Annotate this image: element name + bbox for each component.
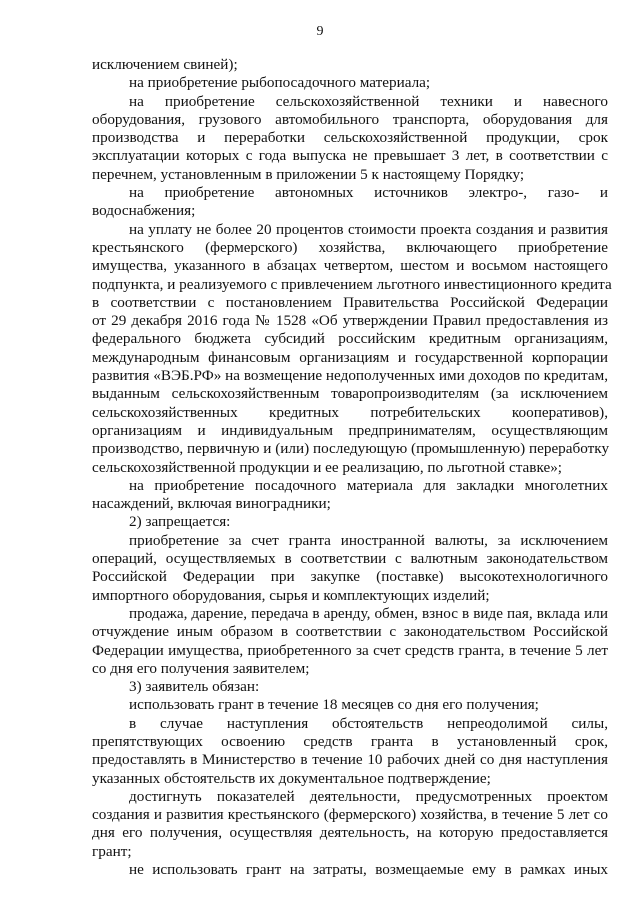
text-line: развития «ВЭБ.РФ» на возмещение недополученных ими доходов по кредитам, [92, 367, 608, 385]
text-line: крестьянского (фермерского) хозяйства, включающего приобретение [92, 238, 608, 256]
text-line: перечнем, установленным в приложении 5 к настоящему Порядку; [92, 165, 525, 183]
text-line: на приобретение посадочного материала для закладки многолетних [129, 476, 608, 494]
text-line: производство, первичную и (или) последующую (промышленную) переработку [92, 440, 610, 458]
text-line: на приобретение сельскохозяйственной техники и навесного [129, 92, 608, 110]
text-line: приобретение за счет гранта иностранной валюты, за исключением [129, 531, 608, 549]
text-line: на приобретение рыбопосадочного материала; [129, 74, 431, 92]
text-line: операций, осуществляемых в соответствии с валютным законодательством [92, 550, 608, 568]
text-line: подпункта, и реализуемого с привлечением льготного инвестиционного кредита [92, 275, 612, 293]
text-line: в соответствии с постановлением Правительства Российской Федерации [92, 293, 608, 311]
text-line: на уплату не более 20 процентов стоимости проекта создания и развития [129, 220, 608, 238]
text-line: дня его получения, осуществляя деятельность, на которую предоставляется [92, 824, 608, 842]
text-line: отчуждение иным образом в соответствии с законодательством Российской [92, 623, 608, 641]
text-line: международным финансовым организациям и государственной корпорации [92, 348, 608, 366]
text-line: указанных обстоятельств их документальное подтверждение; [92, 769, 491, 787]
text-line: 3) заявитель обязан: [129, 678, 260, 696]
text-line: организациям и индивидуальным предпринимателям, осуществляющим [92, 421, 608, 439]
text-line: грант; [92, 842, 132, 860]
page-number: 9 [316, 24, 324, 39]
text-line: предоставлять в Министерство в течение 10 рабочих дней со дня наступления [92, 751, 608, 769]
text-line: продажа, дарение, передача в аренду, обмен, взнос в виде пая, вклада или [129, 604, 608, 622]
body-text [92, 56, 612, 879]
text-line: сельскохозяйственных кредитных потребительских кооперативов), [92, 403, 608, 421]
text-line: со дня его получения заявителем; [92, 659, 310, 677]
text-line: эксплуатации которых с года выпуска не превышает 3 лет, в соответствии с [92, 147, 608, 165]
text-line: достигнуть показателей деятельности, предусмотренных проектом [129, 787, 608, 805]
text-line: 2) запрещается: [129, 513, 231, 531]
text-line: не использовать грант на затраты, возмещаемые ему в рамках иных [129, 861, 608, 879]
text-line: Федерации имущества, приобретенного за счет средств гранта, в течение 5 лет [92, 641, 608, 659]
text-line: в случае наступления обстоятельств непреодолимой силы, [129, 714, 608, 732]
text-line: водоснабжения; [92, 202, 196, 220]
text-line: насаждений, включая виноградники; [92, 495, 331, 513]
text-line: препятствующих освоению средств гранта в установленный срок, [92, 732, 608, 750]
text-line: сельскохозяйственной продукции и ее реализацию, по льготной ставке»; [92, 458, 563, 476]
text-line: от 29 декабря 2016 года № 1528 «Об утверждении Правил предоставления из [92, 312, 608, 330]
text-line: федерального бюджета субсидий российским кредитным организациям, [92, 330, 608, 348]
text-line: исключением свиней); [92, 56, 238, 73]
text-line: на приобретение автономных источников электро-, газо- и [129, 184, 608, 202]
text-line: создания и развития крестьянского (фермерского) хозяйства, в течение 5 лет со [92, 806, 608, 824]
text-line: выданным сельскохозяйственным товаропроизводителям (за исключением [92, 385, 608, 403]
text-line: использовать грант в течение 18 месяцев со дня его получения; [129, 696, 539, 714]
text-line: имущества, указанного в абзацах четвертом, шестом и восьмом настоящего [92, 257, 608, 275]
text-line: оборудования, грузового автомобильного транспорта, оборудования для [92, 110, 608, 128]
text-line: производства и переработки сельскохозяйственной продукции, срок [92, 129, 608, 147]
text-line: импортного оборудования, сырья и комплектующих изделий; [92, 586, 490, 604]
text-line: Российской Федерации при закупке (поставке) высокотехнологичного [92, 568, 608, 586]
